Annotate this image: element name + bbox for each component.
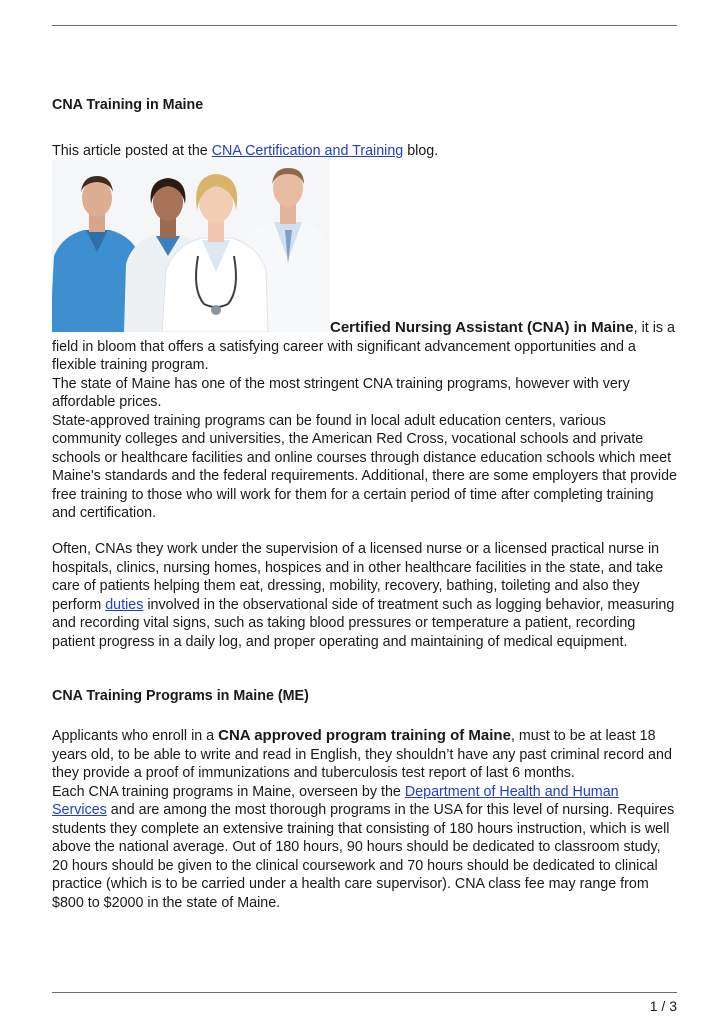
header-rule <box>52 25 677 26</box>
blog-link[interactable]: CNA Certification and Training <box>211 143 404 159</box>
intro-bold-lead: Certified Nursing Assistant (CNA) in Maine <box>330 319 634 336</box>
duties-text-before: Often, CNAs they work under the supervision of a licensed nurse or a licensed practical nurse in hospitals, clinics, nursing homes, hospices and in other healthcare facilities in the state, and take care of patients helping them eat, dressing, mobility, recovery, bathing, toileting and also they perform <box>52 541 664 613</box>
requirements-text-before: Applicants who enroll in a <box>52 728 219 744</box>
byline <box>52 142 677 161</box>
footer-rule <box>52 992 677 993</box>
page-number: 1 / 3 <box>649 998 677 1014</box>
intro-section <box>52 319 677 523</box>
duties-paragraph <box>52 540 677 651</box>
programs-detail-after: and are among the most thorough programs in the USA for this level of nursing. Requires students they complete an extensive training that consisting of 180 hours instruction, which is well above the national average. Out of 180 hours, 90 hours should be dedicated to classroom study, 20 hours should be given to the clinical coursework and 70 hours should be dedicated to clinical practice (which is to be carried under a health care supervisor). CNA class fee may range from $800 to $2000 in the state of Maine. <box>52 802 675 911</box>
requirements-section <box>52 727 677 912</box>
section-heading: CNA Training Programs in Maine (ME) <box>52 688 309 704</box>
page-title: CNA Training in Maine <box>52 97 204 113</box>
duties-link[interactable]: duties <box>105 596 144 613</box>
stringent-paragraph: The state of Maine has one of the most stringent CNA training programs, however with very affordable prices. <box>52 375 630 410</box>
requirements-bold: CNA approved program training of Maine <box>218 727 511 744</box>
intro-lead-rest: , it is a field in bloom that offers a satisfying career with significant advancement opportunities and a flexible training program. <box>52 320 675 373</box>
programs-detail-paragraph <box>52 783 677 913</box>
byline-text-before: This article posted at the <box>52 143 212 159</box>
requirements-text-after: , must to be at least 18 years old, to be able to write and read in English, they shouldn’t have any past criminal record and they provide a proof of immunizations and tuberculosis test report of last 6 months. <box>52 728 672 781</box>
health-department-link[interactable]: Department of Health and Human Services <box>52 783 619 818</box>
programs-paragraph: State-approved training programs can be found in local adult education centers, various community colleges and universities, the American Red Cross, vocational schools and private schools or healthcare facilities and online courses through distance education schools which meet Maine's standards and the federal requirements. Additional, there are some employers that provide free training to those who will work for them for a certain period of time after completing training and certification. <box>52 412 677 521</box>
byline-text-after: blog. <box>403 143 439 159</box>
programs-detail-before: Each CNA training programs in Maine, overseen by the <box>52 783 405 800</box>
medical-staff-photo <box>52 160 330 332</box>
duties-text-after: involved in the observational side of treatment such as logging behavior, measuring and recording vital signs, such as taking blood pressures or temperature a patient, recording patient progress in a daily log, and proper operating and maintaining of medical equipment. <box>52 596 675 650</box>
requirements-paragraph <box>52 727 677 783</box>
intro-paragraph <box>52 319 677 375</box>
